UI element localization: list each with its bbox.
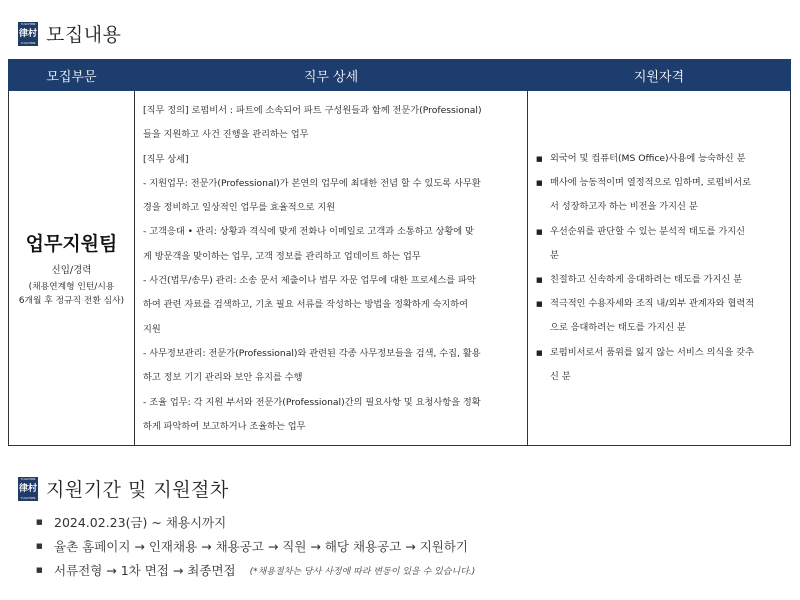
qualification-item: ■ 우선순위를 판단할 수 있는 분석적 태도를 가지신 분 bbox=[536, 220, 782, 268]
header-dept: 모집부문 bbox=[9, 60, 135, 91]
detail-line: - 조율 업무: 각 지원 부서와 전문가(Professional)간의 필요사항 및 요청사항을 정확 bbox=[143, 396, 481, 408]
qualification-item: ■ 매사에 능동적이며 열정적으로 임하며, 로펌비서로 서 성장하고자 하는 비전을 가지신 분 bbox=[536, 171, 782, 219]
table-row bbox=[9, 91, 791, 446]
detail-line: 하게 파악하여 보고하거나 조율하는 업무 bbox=[143, 420, 306, 432]
dept-note-line: 6개월 후 정규직 전환 심사) bbox=[18, 295, 125, 306]
section-heading-recruitment bbox=[18, 20, 121, 47]
list-item bbox=[36, 510, 475, 534]
dept-name: 업무지원팀 bbox=[25, 232, 118, 255]
detail-line: - 사무정보관리: 전문가(Professional)와 관련된 각종 사무정보들을 검색, 수집, 활용 bbox=[143, 347, 481, 359]
section-title: 모집내용 bbox=[46, 24, 122, 46]
detail-line: 들을 지원하고 사건 진행을 관리하는 업무 bbox=[143, 129, 309, 141]
detail-line: [직무 상세] bbox=[143, 153, 189, 165]
section-heading-application bbox=[18, 475, 229, 502]
header-detail: 직무 상세 bbox=[135, 60, 528, 91]
application-list bbox=[36, 510, 475, 582]
detail-line: 경을 정비하고 일상적인 업무를 효율적으로 지원 bbox=[143, 202, 336, 214]
job-detail-cell bbox=[135, 91, 528, 446]
qualification-cell bbox=[528, 91, 791, 446]
qualification-item: ■ 적극적인 수용자세와 조직 내/외부 관계자와 협력적 으로 응대하려는 태도를 가지신 분 bbox=[536, 292, 782, 340]
bullet-icon: ■ bbox=[36, 518, 43, 526]
detail-line: 게 방문객을 맞이하는 업무, 고객 정보를 관리하고 업데이트 하는 업무 bbox=[143, 250, 421, 262]
dept-cell bbox=[9, 91, 135, 446]
detail-line: - 고객응대 • 관리: 상황과 격식에 맞게 전화나 이메일로 고객과 소통하고 상황에 맞 bbox=[143, 226, 474, 238]
detail-line: [직무 정의] 로펌비서 : 파트에 소속되어 파트 구성원들과 함께 전문가(Professional) bbox=[143, 105, 482, 116]
recruitment-table bbox=[8, 59, 791, 446]
list-item bbox=[36, 534, 475, 558]
detail-line: 지원 bbox=[143, 323, 161, 335]
procedure-text: 율촌 홈페이지 → 인재채용 → 채용공고 → 직원 → 해당 채용공고 → 지원하기 bbox=[54, 539, 468, 554]
detail-line: - 지원업무: 전문가(Professional)가 본연의 업무에 최대한 전념 할 수 있도록 사무환 bbox=[143, 177, 481, 189]
section-title: 지원기간 및 지원절차 bbox=[46, 479, 229, 501]
bullet-icon: ■ bbox=[536, 155, 543, 164]
bullet-icon: ■ bbox=[36, 542, 43, 550]
yulchon-logo-icon: YULCHON 律村 YULCHON bbox=[18, 476, 37, 500]
qualification-item: ■ 친절하고 신속하게 응대하려는 태도를 가지신 분 bbox=[536, 268, 782, 292]
qualification-item: ■ 로펌비서로서 품위를 잃지 않는 서비스 의식을 갖추 신 분 bbox=[536, 341, 782, 389]
bullet-icon: ■ bbox=[536, 227, 543, 236]
period-text: 2024.02.23(금) ~ 채용시까지 bbox=[54, 515, 227, 530]
procedure-note: (*채용절차는 당사 사정에 따라 변동이 있을 수 있습니다.) bbox=[249, 566, 476, 577]
detail-line: 하여 관련 자료를 검색하고, 기초 필요 서류를 작성하는 방법을 정확하게 숙지하여 bbox=[143, 299, 469, 311]
bullet-icon: ■ bbox=[36, 566, 43, 574]
stages-text: 서류전형 → 1차 면접 → 최종면접 bbox=[54, 563, 236, 578]
dept-note-line: (채용연계형 인턴/시용 bbox=[28, 281, 115, 292]
table-header-row bbox=[9, 60, 791, 91]
bullet-icon: ■ bbox=[536, 276, 543, 285]
qualification-item: ■ 외국어 및 컴퓨터(MS Office)사용에 능숙하신 분 bbox=[536, 147, 782, 171]
dept-type: 신입/경력 bbox=[51, 264, 92, 276]
detail-line: 하고 정보 기기 관리와 보안 유지를 수행 bbox=[143, 372, 303, 384]
detail-line: - 사건(법무/송무) 관리: 소송 문서 제출이나 법무 자문 업무에 대한 프로세스를 파악 bbox=[143, 275, 476, 287]
bullet-icon: ■ bbox=[536, 179, 543, 188]
bullet-icon: ■ bbox=[536, 348, 543, 357]
list-item bbox=[36, 558, 475, 582]
header-qualification: 지원자격 bbox=[528, 60, 791, 91]
yulchon-logo-icon: YULCHON 律村 YULCHON bbox=[18, 21, 37, 45]
bullet-icon: ■ bbox=[536, 300, 543, 309]
